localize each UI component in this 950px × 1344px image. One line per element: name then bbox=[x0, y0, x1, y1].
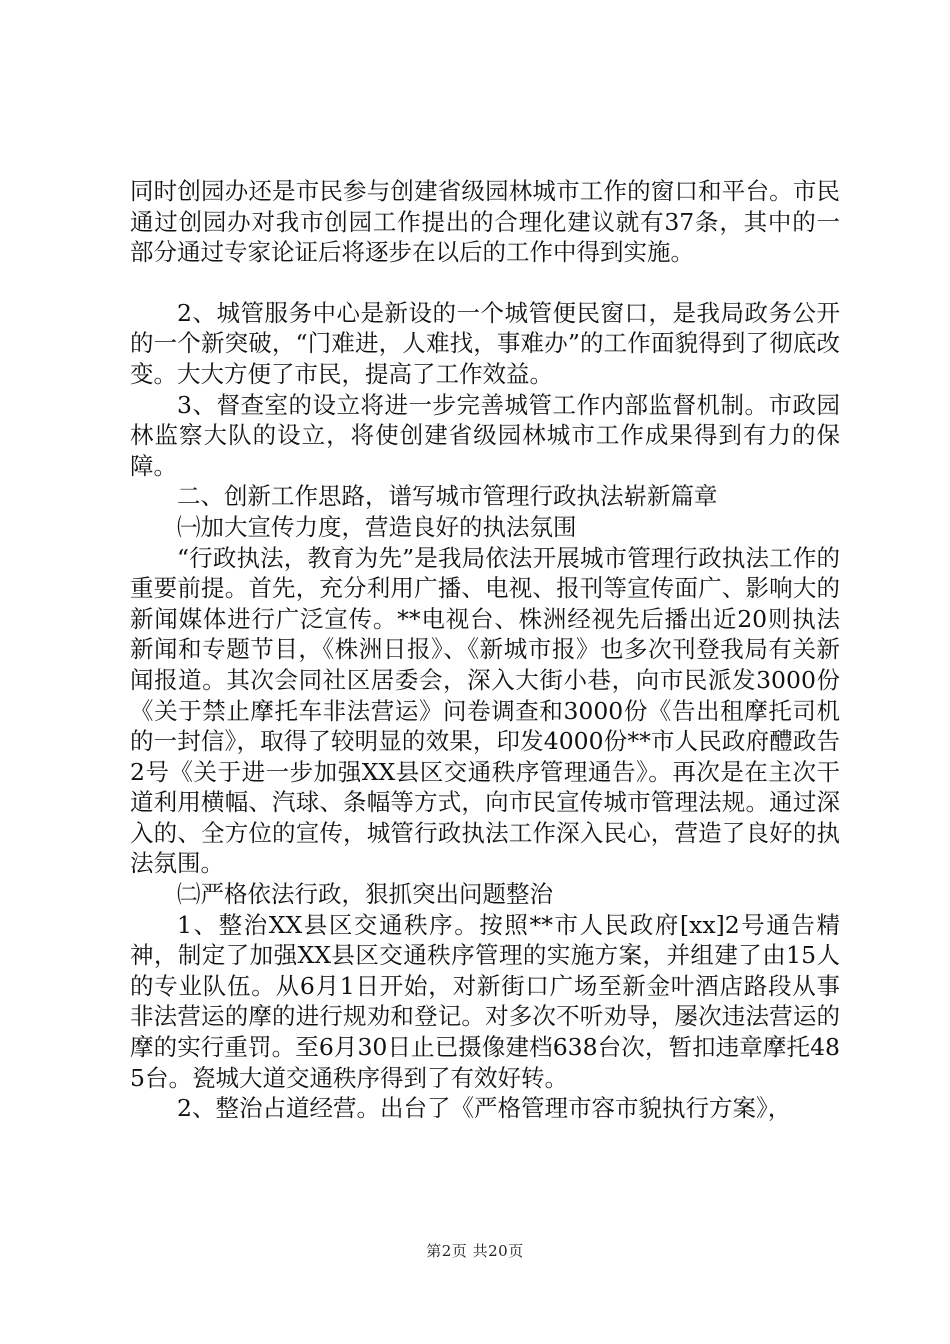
paragraph-service-center: 2、城管服务中心是新设的一个城管便民窗口，是我局政务公开的一个新突破，“门难进，人难找，事难办”的工作面貌得到了彻底改变。大大方便了市民，提高了工作效益。 bbox=[130, 298, 840, 388]
paragraph-gap bbox=[130, 268, 840, 298]
subsection-heading-1: ㈠加大宣传力度，营造良好的执法氛围 bbox=[177, 512, 577, 541]
page-footer: 第2页 共20页 bbox=[426, 1242, 524, 1260]
paragraph-publicity: “行政执法，教育为先”是我局依法开展城市管理行政执法工作的重要前提。首先，充分利用广播、电视、报刊等宣传面广、影响大的新闻媒体进行广泛宣传。**电视台、株洲经视先后播出近20则执法新闻和专题节目，《株洲日报》、《新城市报》也多次刊登我局有关新闻报道。其次会同社区居委会，深入大街小巷，向市民派发3000份《关于禁止摩托车非法营运》问卷调查和3000份《告出租摩托司机的一封信》，取得了较明显的效果，印发4000份**市人民政府醴政告2号《关于进一步加强XX县区交通秩序管理通告》。再次是在主次干道利用横幅、汽球、条幅等方式，向市民宣传城市管理法规。通过深入的、全方位的宣传，城管行政执法工作深入民心，营造了良好的执法氛围。 bbox=[130, 543, 840, 878]
paragraph-continuation: 同时创园办还是市民参与创建省级园林城市工作的窗口和平台。市民通过创园办对我市创园工作提出的合理化建议就有37条，其中的一部分通过专家论证后将逐步在以后的工作中得到实施。 bbox=[130, 177, 840, 267]
section-heading-2: 二、创新工作思路，谱写城市管理行政执法崭新篇章 bbox=[177, 482, 718, 511]
document-body bbox=[130, 176, 840, 1124]
paragraph-street-vending: 2、整治占道经营。出台了《严格管理市容市貌执行方案》， bbox=[177, 1094, 792, 1123]
subsection-heading-2: ㈡严格依法行政，狠抓突出问题整治 bbox=[177, 880, 553, 909]
paragraph-traffic-order: 1、整治XX县区交通秩序。按照**市人民政府[xx]2号通告精神，制定了加强XX县区交通秩序管理的实施方案，并组建了由15人的专业队伍。从6月1日开始，对新街口广场至新金叶酒店路段从事非法营运的摩的进行规劝和登记。对多次不听劝导，屡次违法营运的摩的实行重罚。至6月30日止已摄像建档638台次，暂扣违章摩托485台。瓷城大道交通秩序得到了有效好转。 bbox=[130, 910, 840, 1092]
paragraph-inspection-office: 3、督查室的设立将进一步完善城管工作内部监督机制。市政园林监察大队的设立，将使创建省级园林城市工作成果得到有力的保障。 bbox=[130, 390, 840, 480]
